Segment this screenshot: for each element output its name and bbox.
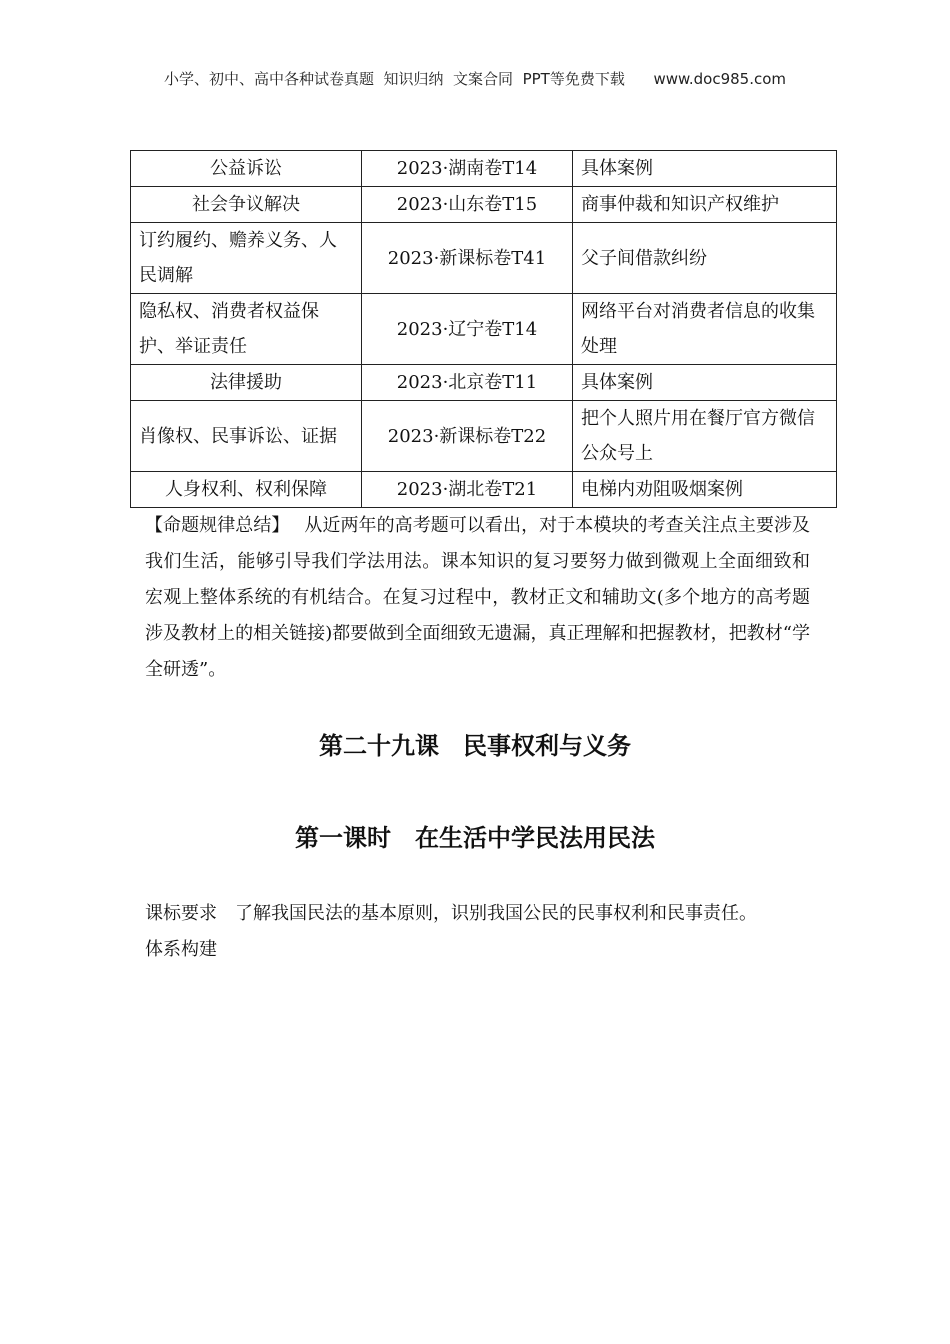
table-cell-context: 电梯内劝阻吸烟案例: [573, 472, 837, 508]
table-row: [131, 401, 837, 472]
table-row: [131, 187, 837, 223]
table-cell-source: 2023·湖南卷T14: [362, 151, 573, 187]
table-cell-context: 父子间借款纠纷: [573, 223, 837, 294]
table-cell-topic: 人身权利、权利保障: [131, 472, 362, 508]
summary-label: 【命题规律总结】: [145, 515, 281, 536]
table-cell-topic: 订约履约、赡养义务、人民调解: [131, 223, 362, 294]
table-row: [131, 151, 837, 187]
table-cell-source: 2023·新课标卷T41: [362, 223, 573, 294]
requirement-label: 课标要求: [145, 903, 217, 924]
exam-table: [130, 150, 837, 508]
section-title: 第一课时 在生活中学民法用民法: [295, 824, 655, 852]
table-cell-context: 把个人照片用在餐厅官方微信公众号上: [573, 401, 837, 472]
table-row: [131, 472, 837, 508]
table-cell-topic: 隐私权、消费者权益保护、举证责任: [131, 294, 362, 365]
table-cell-topic: 法律援助: [131, 365, 362, 401]
table-cell-context: 商事仲裁和知识产权维护: [573, 187, 837, 223]
table-cell-context: 具体案例: [573, 151, 837, 187]
table-row: [131, 365, 837, 401]
table-cell-context: 具体案例: [573, 365, 837, 401]
table-row: [131, 294, 837, 365]
table-cell-source: 2023·辽宁卷T14: [362, 294, 573, 365]
table-cell-source: 2023·新课标卷T22: [362, 401, 573, 472]
table-cell-source: 2023·湖北卷T21: [362, 472, 573, 508]
summary-paragraph: [145, 508, 810, 688]
table-cell-source: 2023·山东卷T15: [362, 187, 573, 223]
summary-text: 从近两年的高考题可以看出，对于本模块的考查关注点主要涉及我们生活，能够引导我们学法用法。课本知识的复习要努力做到微观上全面细致和宏观上整体系统的有机结合。在复习过程中，教材正文和辅助文(多个地方的高考题涉及教材上的相关链接)都要做到全面细致无遗漏，真正理解和把握教材，把教材“学全研透”。: [145, 515, 811, 680]
table-cell-source: 2023·北京卷T11: [362, 365, 573, 401]
table-cell-context: 网络平台对消费者信息的收集处理: [573, 294, 837, 365]
table-cell-topic: 社会争议解决: [131, 187, 362, 223]
system-construction-label: 体系构建: [145, 939, 217, 960]
lesson-title: 第二十九课 民事权利与义务: [319, 732, 631, 760]
requirement-text: 了解我国民法的基本原则，识别我国公民的民事权利和民事责任。: [235, 903, 757, 924]
table-cell-topic: 肖像权、民事诉讼、证据: [131, 401, 362, 472]
curriculum-requirement: [145, 896, 825, 932]
page-header: 小学、初中、高中各种试卷真题 知识归纳 文案合同 PPT等免费下载 www.doc985.com: [163, 70, 787, 88]
table-row: [131, 223, 837, 294]
table-cell-topic: 公益诉讼: [131, 151, 362, 187]
